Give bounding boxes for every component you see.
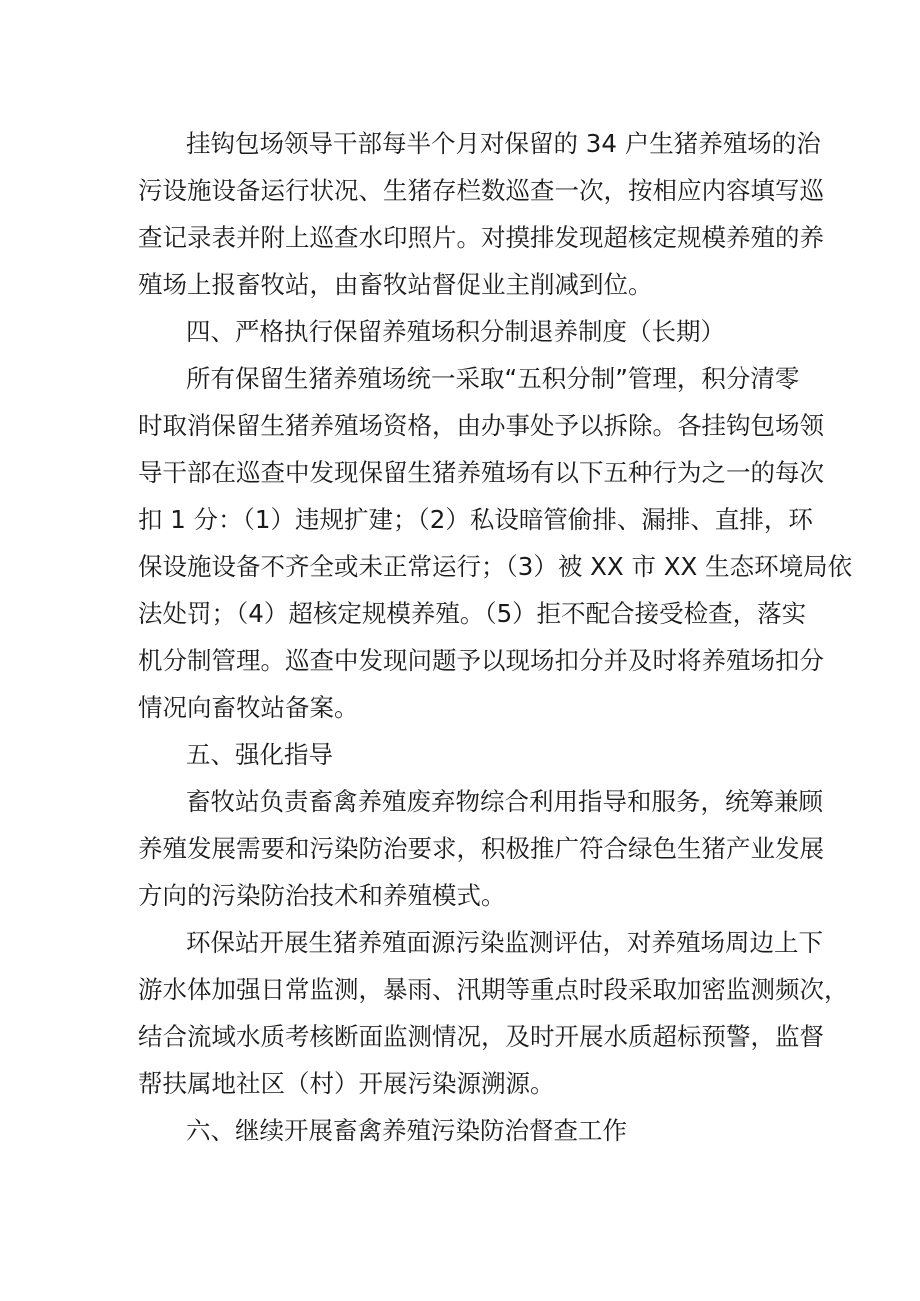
paragraph-3-line-3: 方向的污染防治技术和养殖模式。 xyxy=(138,881,506,910)
section-heading-5: 五、强化指导 xyxy=(186,740,333,769)
paragraph-4-line-1: 环保站开展生猪养殖面源污染监测评估，对养殖场周边上下 xyxy=(186,928,823,957)
paragraph-1-line-4: 殖场上报畜牧站，由畜牧站督促业主削减到位。 xyxy=(138,270,653,299)
paragraph-2-line-6: 法处罚；（4）超核定规模养殖。（5）拒不配合接受检查，落实 xyxy=(138,599,807,628)
paragraph-4-line-4: 帮扶属地社区（村）开展污染源溯源。 xyxy=(138,1069,555,1098)
paragraph-1-line-2: 污设施设备运行状况、生猪存栏数巡查一次，按相应内容填写巡 xyxy=(138,176,824,205)
paragraph-1-line-3: 查记录表并附上巡查水印照片。对摸排发现超核定规模养殖的养 xyxy=(138,223,824,252)
paragraph-2-line-2: 时取消保留生猪养殖场资格，由办事处予以拆除。各挂钩包场领 xyxy=(138,411,824,440)
paragraph-3-line-1: 畜牧站负责畜禽养殖废弃物综合利用指导和服务，统筹兼顾 xyxy=(186,787,823,816)
paragraph-2-line-8: 情况向畜牧站备案。 xyxy=(138,693,359,722)
paragraph-4-line-2: 游水体加强日常监测，暴雨、汛期等重点时段采取加密监测频次， xyxy=(138,975,849,1004)
paragraph-4-line-3: 结合流域水质考核断面监测情况，及时开展水质超标预警，监督 xyxy=(138,1022,824,1051)
paragraph-2-line-4: 扣 1 分：（1）违规扩建；（2）私设暗管偷排、漏排、直排，环 xyxy=(138,505,813,534)
paragraph-2-line-7: 机分制管理。巡查中发现问题予以现场扣分并及时将养殖场扣分 xyxy=(138,646,824,675)
paragraph-2-line-3: 导干部在巡查中发现保留生猪养殖场有以下五种行为之一的每次 xyxy=(138,458,824,487)
section-heading-6: 六、继续开展畜禽养殖污染防治督查工作 xyxy=(186,1116,627,1145)
paragraph-2-line-1: 所有保留生猪养殖场统一采取“五积分制”管理，积分清零 xyxy=(186,364,800,393)
section-heading-4: 四、严格执行保留养殖场积分制退养制度（长期） xyxy=(186,317,725,346)
paragraph-3-line-2: 养殖发展需要和污染防治要求，积极推广符合绿色生猪产业发展 xyxy=(138,834,824,863)
paragraph-1-line-1: 挂钩包场领导干部每半个月对保留的 34 户生猪养殖场的治 xyxy=(186,129,821,158)
paragraph-2-line-5: 保设施设备不齐全或未正常运行；（3）被 XX 市 XX 生态环境局依 xyxy=(138,552,853,581)
